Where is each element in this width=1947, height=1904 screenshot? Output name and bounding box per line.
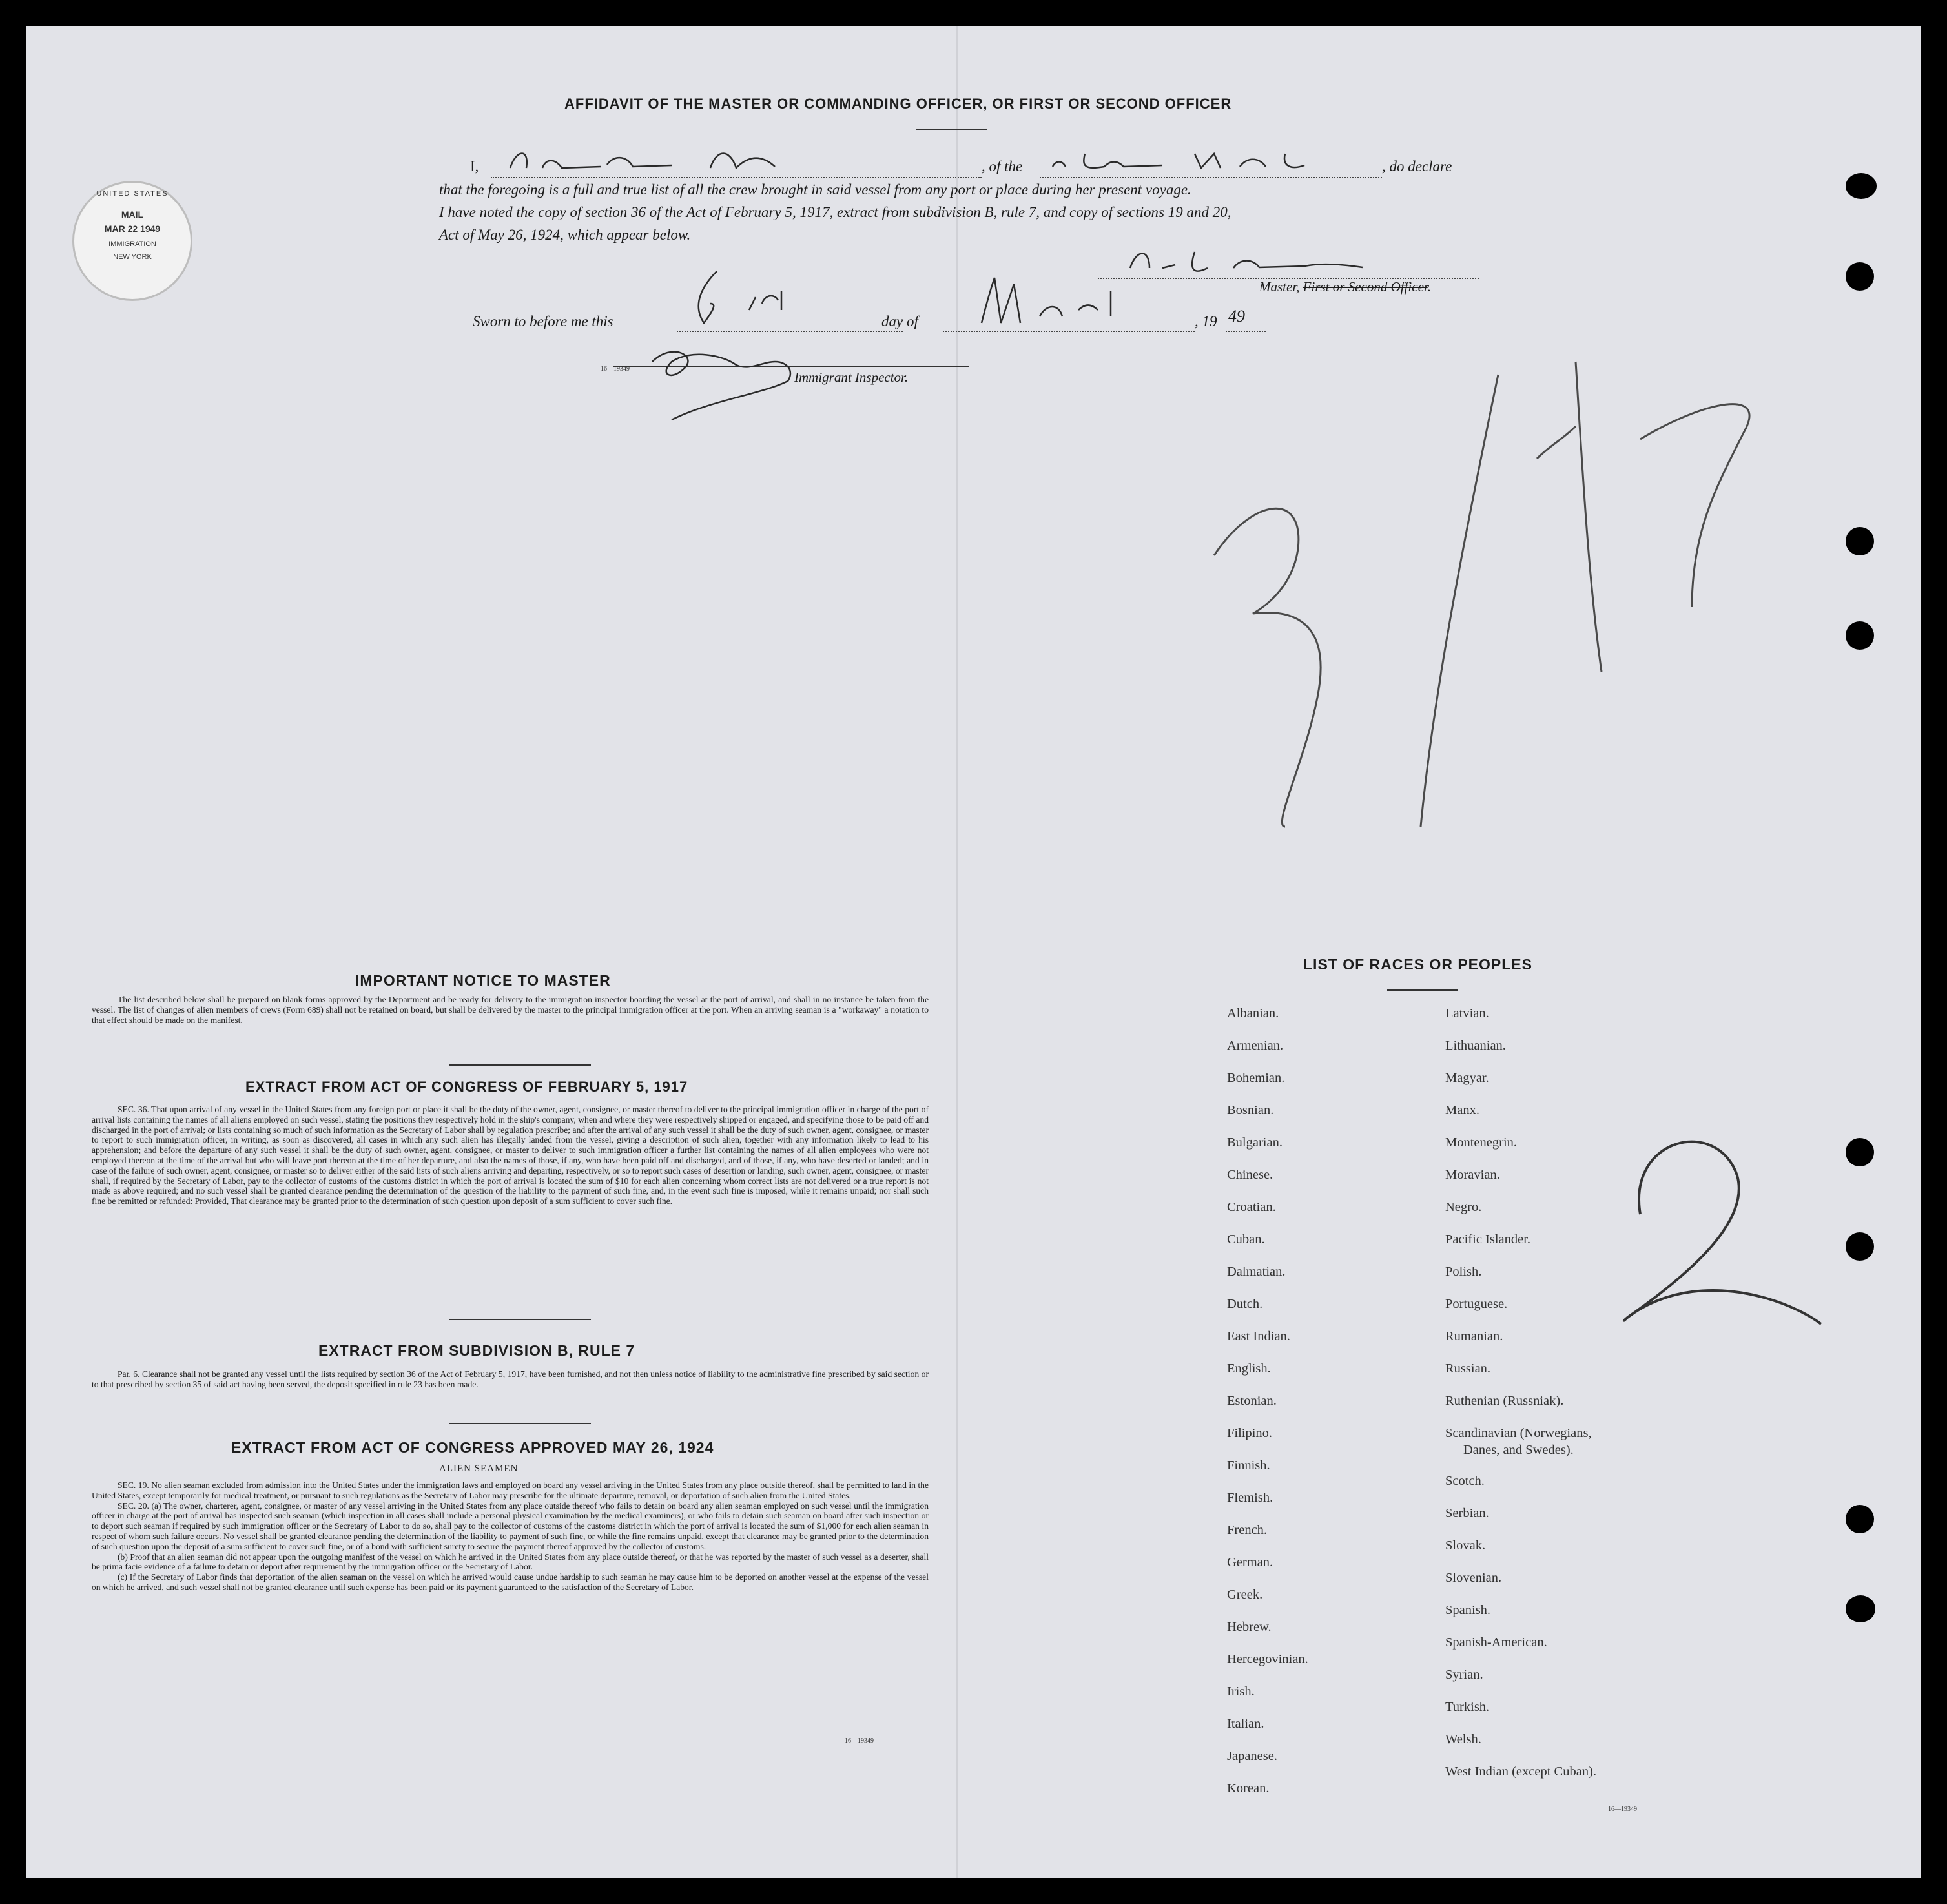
punch-hole [1846, 173, 1877, 199]
year-prefix [1195, 310, 1217, 333]
master-label-period: . [1427, 279, 1431, 295]
master-name-handwriting [504, 142, 956, 181]
extract-form-code: 16—19349 [845, 1737, 874, 1744]
sworn-day-handwriting [685, 265, 801, 336]
punch-hole [1846, 1595, 1875, 1622]
race-item: Armenian. [1227, 1039, 1284, 1053]
race-item: Hebrew. [1227, 1620, 1272, 1634]
punch-hole [1846, 527, 1874, 555]
race-item: Negro. [1445, 1200, 1482, 1214]
race-item: Bulgarian. [1227, 1135, 1283, 1150]
extract-1917-body [92, 1104, 929, 1206]
stamp-date: MAR 22 1949 [104, 223, 161, 234]
race-item: Flemish. [1227, 1491, 1273, 1505]
race-item: Scotch. [1445, 1474, 1485, 1488]
stamp-line-4: NEW YORK [113, 253, 152, 261]
center-fold [956, 26, 958, 1878]
affidavit-title: AFFIDAVIT OF THE MASTER OR COMMANDING OFFICER, OR FIRST OR SECOND OFFICER [564, 96, 1232, 112]
race-item: Moravian. [1445, 1168, 1500, 1182]
document-sheet [26, 26, 1921, 1878]
struck-officer-label: First or Second Officer [1303, 279, 1428, 295]
notice-body [92, 995, 929, 1025]
notice-paragraph: The list described below shall be prepared on blank forms approved by the Department and be ready for delivery to the immigration inspector boarding the vessel at the port of arrival, and shall in no instance be taken from the vessel. The list of changes of alien members of crews (Form 689) shall not be retained on board, but shall be delivered by the master to the principal immigration officer at the port. When an arriving seaman is a "workaway" a notation to that effect should be made on the manifest. [92, 995, 929, 1025]
race-item: Welsh. [1445, 1732, 1481, 1746]
master-label-text: Master, [1259, 279, 1300, 295]
par-6-paragraph: Par. 6. Clearance shall not be granted any vessel until the lists required by section 36 of the Act of February 5, 1917, have been furnished, and not then unless notice of liability to the administrative fine prescribed by said section or to that prescribed by section 35 of said act having been served, the deposit specified in rule 23 has been made. [92, 1369, 929, 1389]
sec-19-paragraph: SEC. 19. No alien seaman excluded from admission into the United States under the immigration laws and employed on board any vessel arriving in the United States from any place outside thereof, shall be permitted to land in the United States, except temporarily for medical treatment, or pursuant to such regulations as the Secretary of Labor may prescribe for the ultimate departure, removal, or deportation of such alien from the United States. [92, 1480, 929, 1500]
race-item: Scandinavian (Norwegians, [1445, 1426, 1592, 1440]
race-item: Serbian. [1445, 1506, 1489, 1520]
race-item: Slovak. [1445, 1538, 1486, 1553]
races-title-rule [1387, 989, 1458, 991]
race-item: Ruthenian (Russniak). [1445, 1394, 1564, 1408]
race-item: Montenegrin. [1445, 1135, 1518, 1150]
sec-20a-paragraph: SEC. 20. (a) The owner, charterer, agent, consignee, or master of any vessel arriving in the United States from any place outside thereof who fails to detain on board any alien seaman employed on such vessel until the immigration officer in charge at the port of arrival has inspected such seaman (which inspection in all cases shall include a personal physical examination by the medical examiners), or who fails to detain such seaman on board after such inspection or to deport such seaman if required by such immigration officer or the Secretary of Labor to do so, shall pay to the collector of customs of the customs district in which the port of arrival is located the sum of $1,000 for each alien seaman in respect of whom such failure occurs. No vessel shall be granted clearance pending the determination of the liability to payment of such fine, or while the fine remains unpaid, except that clearance may be granted prior to the determination of such question upon the deposit of a sum sufficient to cover such fine, or of a bond with sufficient surety to secure the payment thereof approved by the collector of customs. [92, 1500, 929, 1551]
race-item: Spanish-American. [1445, 1635, 1547, 1650]
stamp-line-1: MAIL [121, 209, 144, 220]
sworn-label: Sworn to before me this [473, 313, 613, 329]
race-item: Portuguese. [1445, 1297, 1508, 1311]
races-title: LIST OF RACES OR PEOPLES [1303, 956, 1532, 973]
race-item: Japanese. [1227, 1749, 1277, 1763]
race-item: East Indian. [1227, 1329, 1290, 1343]
punch-hole [1846, 1505, 1874, 1533]
race-item: Bosnian. [1227, 1103, 1274, 1117]
race-item: Slovenian. [1445, 1571, 1502, 1585]
affidavit-line-3: I have noted the copy of section 36 of the Act of February 5, 1917, extract from subdivision B, rule 7, and copy of sections 19 and 20, [439, 204, 1231, 220]
stamp-ring-text: UNITED STATES [96, 190, 169, 198]
sec-36-paragraph: SEC. 36. That upon arrival of any vessel in the United States from any foreign port or place it shall be the duty of the owner, agent, consignee, or master thereof to deliver to the principal immigration officer in charge of the port of arrival lists containing the names of all aliens employed on such vessel, stating the positions they respectively hold in the ship's company, when and where they were respectively shipped or engaged, and specifying those to be paid off and discharged in the port of arrival; or lists containing so much of such information as the Secretary of Labor shall by regulation prescribe; and after the arrival of any such vessel it shall be the duty of such owner, agent, consignee, or master to report to such immigration officer, in writing, as soon as discovered, all cases in which any such alien has illegally landed from the vessel, giving a description of such alien, together with any information likely to lead to his apprehension; and before the departure of any such vessel it shall be the duty of such owner, agent, consignee, or master to deliver to such immigration officer a further list containing the names of all alien employees who were not employed thereon at the time of the arrival but who will leave port thereon at the time of her departure, and also the names of those, if any, who have been paid off and discharged, and of those, if any, who have deserted or landed; and in case of the failure of such owner, agent, consignee, or master so to deliver either of the said lists of such aliens arriving and departing, respectively, or so to report such cases of desertion or landing, such owner, agent, consignee, or master shall, if required by the Secretary of Labor, pay to the collector of customs of the customs district in which the port of arrival is located the sum of $10 for each alien concerning whom correct lists are not delivered or a true report is not made as above required; and no such vessel shall be granted clearance pending the determination of the question of the liability to the payment of such fine, and, in the event such fine is imposed, while it remains unpaid; nor shall such fine be remitted or refunded: Provided, That clearance may be granted prior to the determination of such question upon deposit of a sum sufficient to cover such fine. [92, 1104, 929, 1206]
race-item: Dalmatian. [1227, 1265, 1286, 1279]
race-item: Korean. [1227, 1781, 1270, 1795]
race-item: Estonian. [1227, 1394, 1277, 1408]
race-item: English. [1227, 1361, 1271, 1376]
arrival-stamp [72, 181, 192, 301]
year-handwriting: 49 [1228, 307, 1245, 326]
races-form-code: 16—19349 [1608, 1806, 1637, 1813]
extract-1924-title: EXTRACT FROM ACT OF CONGRESS APPROVED MAY 26, 1924 [231, 1439, 714, 1456]
race-item: Greek. [1227, 1588, 1263, 1602]
stamp-line-3: IMMIGRATION [108, 240, 156, 248]
alien-seamen-subtitle: ALIEN SEAMEN [439, 1464, 519, 1474]
subdivision-body [92, 1369, 929, 1390]
race-item: Syrian. [1445, 1668, 1483, 1682]
punch-hole [1846, 1138, 1874, 1166]
race-item: Chinese. [1227, 1168, 1273, 1182]
affidavit-line-4: Act of May 26, 1924, which appear below. [439, 227, 691, 243]
race-item: Lithuanian. [1445, 1039, 1506, 1053]
race-item: French. [1227, 1523, 1268, 1537]
affidavit-of-the: , of the [982, 158, 1023, 174]
race-item: Turkish. [1445, 1700, 1490, 1714]
affidavit-line-2: that the foregoing is a full and true list of all the crew brought in said vessel from any port or place during her present voyage. [439, 181, 1191, 198]
notice-title: IMPORTANT NOTICE TO MASTER [355, 972, 611, 989]
race-item: Magyar. [1445, 1071, 1489, 1085]
race-item: Irish. [1227, 1684, 1255, 1699]
punch-hole [1846, 1232, 1874, 1261]
day-of-label: day of [881, 313, 918, 329]
race-item: Manx. [1445, 1103, 1479, 1117]
sec-20c-paragraph: (c) If the Secretary of Labor finds that deportation of the alien seaman on the vessel on which he arrived would cause undue hardship to such seaman he may cause him to be deported on another vessel at the expense of the vessel on which he arrived, and such vessel shall not be granted clearance until such expense has been paid or its payment guaranteed to the satisfaction of the Secretary of Labor. [92, 1572, 929, 1592]
race-item: Latvian. [1445, 1006, 1489, 1020]
race-item: Albanian. [1227, 1006, 1279, 1020]
sec-20b-paragraph: (b) Proof that an alien seaman did not appear upon the outgoing manifest of the vessel on which he arrived in the United States from any place outside thereof, or that he was reported by the master of such vessel as a deserter, shall be prima facie evidence of a failure to detain or deport after requirement by the immigration officer or the Secretary of Labor. [92, 1551, 929, 1572]
race-item: German. [1227, 1555, 1273, 1569]
side-handwritten-number [1589, 1111, 1834, 1356]
subdivision-title: EXTRACT FROM SUBDIVISION B, RULE 7 [318, 1342, 635, 1359]
race-item: Rumanian. [1445, 1329, 1503, 1343]
races-column-2 [1445, 1006, 1596, 1797]
affidavit-i: I, [470, 158, 479, 174]
race-item: Bohemian. [1227, 1071, 1285, 1085]
race-item: West Indian (except Cuban). [1445, 1764, 1597, 1779]
race-item: Spanish. [1445, 1603, 1491, 1617]
race-item: Finnish. [1227, 1458, 1270, 1473]
master-label [1259, 279, 1431, 295]
race-item: Polish. [1445, 1265, 1482, 1279]
inspector-label: Immigrant Inspector. [794, 369, 909, 385]
punch-hole [1846, 262, 1874, 291]
affidavit-form-code: 16—19349 [601, 366, 630, 373]
race-item-continuation: Danes, and Swedes). [1463, 1443, 1574, 1457]
race-item: Dutch. [1227, 1297, 1263, 1311]
extract-1917-title: EXTRACT FROM ACT OF CONGRESS OF FEBRUARY 5, 1917 [245, 1079, 688, 1095]
year-prefix-text: , 19 [1195, 313, 1217, 329]
sworn-month-handwriting [975, 271, 1143, 329]
race-item: Cuban. [1227, 1232, 1265, 1247]
punch-hole [1846, 621, 1874, 650]
race-item: Italian. [1227, 1717, 1264, 1731]
subdivision-rule [449, 1423, 591, 1424]
race-item: Hercegovinian. [1227, 1652, 1308, 1666]
race-item: Russian. [1445, 1361, 1491, 1376]
affidavit-do-declare: , do declare [1382, 158, 1452, 174]
race-item: Pacific Islander. [1445, 1232, 1531, 1247]
races-column-1 [1227, 1006, 1308, 1814]
race-item: Filipino. [1227, 1426, 1273, 1440]
extract-1924-body [92, 1480, 929, 1593]
notice-rule [449, 1064, 591, 1066]
master-signature [1124, 245, 1414, 284]
race-item: Croatian. [1227, 1200, 1276, 1214]
large-handwritten-number [1175, 336, 1886, 853]
affidavit-title-rule [916, 129, 987, 130]
extract-1917-rule [449, 1319, 591, 1320]
vessel-name-handwriting [1046, 141, 1369, 180]
